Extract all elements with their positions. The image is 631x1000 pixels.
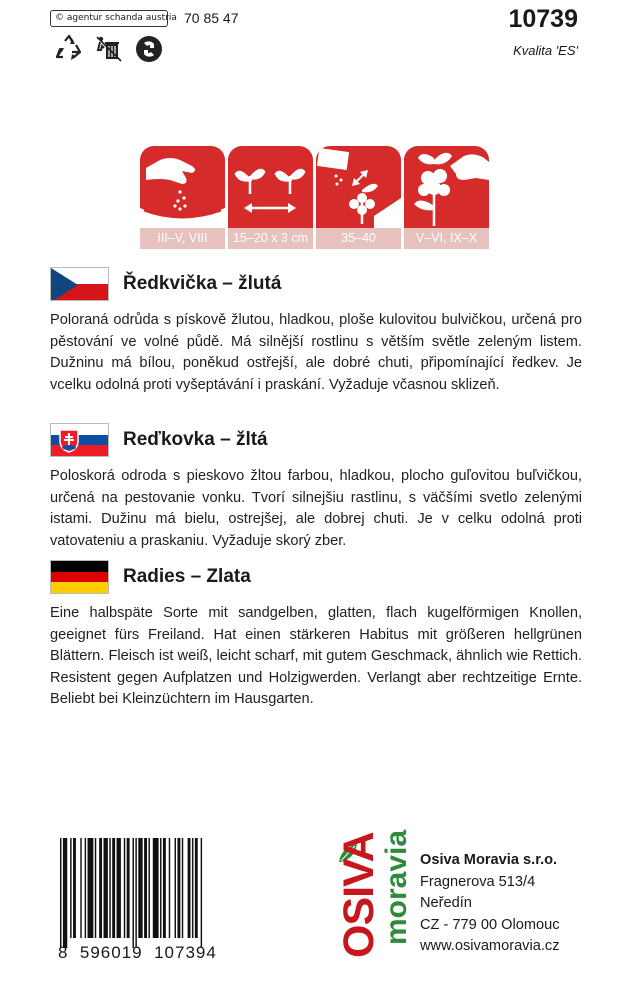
pictogram-spacing <box>228 146 313 249</box>
barcode-bars <box>58 838 258 948</box>
pictogram-row <box>140 146 489 249</box>
section-german <box>50 560 582 711</box>
barcode-bar <box>104 838 108 938</box>
product-code: 10739 <box>508 5 578 33</box>
pictogram-days <box>316 146 401 249</box>
barcode-bar <box>201 838 202 948</box>
company-city: CZ - 779 00 Olomouc <box>420 916 560 933</box>
company-name: Osiva Moravia s.r.o. <box>420 852 558 868</box>
barcode-bar <box>133 838 134 948</box>
barcode-bar <box>63 838 67 948</box>
pictogram-harvest <box>404 146 489 249</box>
days-to-harvest-icon <box>316 146 401 228</box>
company-district: Neředín <box>420 895 472 912</box>
barcode-bar <box>85 838 86 938</box>
section-title: Radies – Zlata <box>123 566 251 587</box>
barcode-bar <box>124 838 125 938</box>
section-title: Reďkovka – žltá <box>123 429 268 450</box>
slovak-flag <box>50 423 109 457</box>
recycle-icon <box>55 35 83 63</box>
barcode-bar <box>195 838 198 938</box>
section-text: Poloskorá odroda s pieskovo žltou farbou, hladkou, plocho guľovitou buľvičkou, určená na pestovanie vonku. Tvorí silnejšiu rastlinu, s väčšími svetlo zelenými istami. Dužinu má bielu, ostrejšej, ale dobrej chuti. Je v celku odolná proti vatovateniu a praskaniu. Vyžaduje skorý zber. <box>50 468 582 549</box>
pictogram-sowing <box>140 146 225 249</box>
barcode-bar <box>109 838 110 938</box>
no-litter-icon <box>95 35 123 63</box>
sowing-hand-icon <box>140 146 225 228</box>
barcode-bar <box>144 838 147 938</box>
harvest-hand-icon <box>404 146 489 228</box>
section-slovak <box>50 423 582 552</box>
pictogram-label: 35–40 <box>316 228 401 249</box>
quality-label: Kvalita 'ES' <box>513 43 578 58</box>
barcode-bar <box>73 838 76 938</box>
barcode-bar <box>175 838 176 938</box>
logo-osiva: OSIVA <box>335 832 383 958</box>
barcode-bar <box>95 838 96 938</box>
barcode-bar <box>169 838 170 938</box>
barcode-bar <box>182 838 183 938</box>
barcode-bar <box>80 838 81 938</box>
barcode-bar <box>160 838 161 938</box>
barcode-digits: 8 596019 107394 <box>58 943 217 962</box>
eco-icons <box>55 35 163 63</box>
section-title: Ředkvička – žlutá <box>123 273 282 294</box>
barcode-bar <box>112 838 115 938</box>
company-address <box>420 850 560 958</box>
logo-moravia: moravia <box>380 829 413 945</box>
barcode-bar <box>117 838 121 938</box>
section-czech <box>50 267 582 396</box>
company-street: Fragnerova 513/4 <box>420 873 536 890</box>
barcode-bar <box>188 838 191 938</box>
spacing-seedlings-icon <box>228 146 313 228</box>
green-dot-icon <box>135 35 163 63</box>
pictogram-label: V–VI, IX–X <box>404 228 489 249</box>
barcode-bar <box>99 838 102 938</box>
company-web: www.osivamoravia.cz <box>420 938 560 955</box>
pictogram-label: III–V, VIII <box>140 228 225 249</box>
barcode-bar <box>127 838 130 938</box>
barcode-bar <box>70 838 71 938</box>
barcode-bar <box>60 838 61 948</box>
section-text: Eine halbspäte Sorte mit sandgelben, glatten, flach kugelförmigen Knollen, geeignet fürs Freiland. Hat einen stärkeren Habitus mit größeren hellgrünen Blättern. Fleisch ist weiß, leicht scharf, mit gutem Geschmack, ähnlich wie Rettich. Resistent gegen Aufplatzen und Holzigwerden. Verlangt aber rechtzeitige Ernte. Beliebt bei Kleinzüchtern im Hausgarten. <box>50 605 582 707</box>
barcode-bar <box>192 838 193 938</box>
german-flag <box>50 560 109 594</box>
barcode-bar <box>163 838 166 938</box>
agentur-badge: © agentur schanda austria <box>50 10 168 27</box>
barcode-bar <box>88 838 94 938</box>
pictogram-label: 15–20 x 3 cm <box>228 228 313 249</box>
barcode-bar <box>135 838 136 948</box>
barcode-bar <box>177 838 180 938</box>
barcode-bar <box>138 838 142 938</box>
czech-flag <box>50 267 109 301</box>
product-code-small: 70 85 47 <box>184 10 239 26</box>
barcode-bar <box>153 838 159 938</box>
section-text: Poloraná odrůda s pískově žlutou, hladkou, ploše kulovitou bulvičkou, určená pro pěstování ve volné půdě. Má silnější rostlinu s větším světle zeleným listem. Dužninu má bílou, poněkud ostřejší, ale dobré chuti, připomínající ředkev. Je vcelku odolná proti vyšeptávání i praskání. Vyžaduje včasnou sklizeň. <box>50 312 582 393</box>
barcode-bar <box>148 838 149 938</box>
